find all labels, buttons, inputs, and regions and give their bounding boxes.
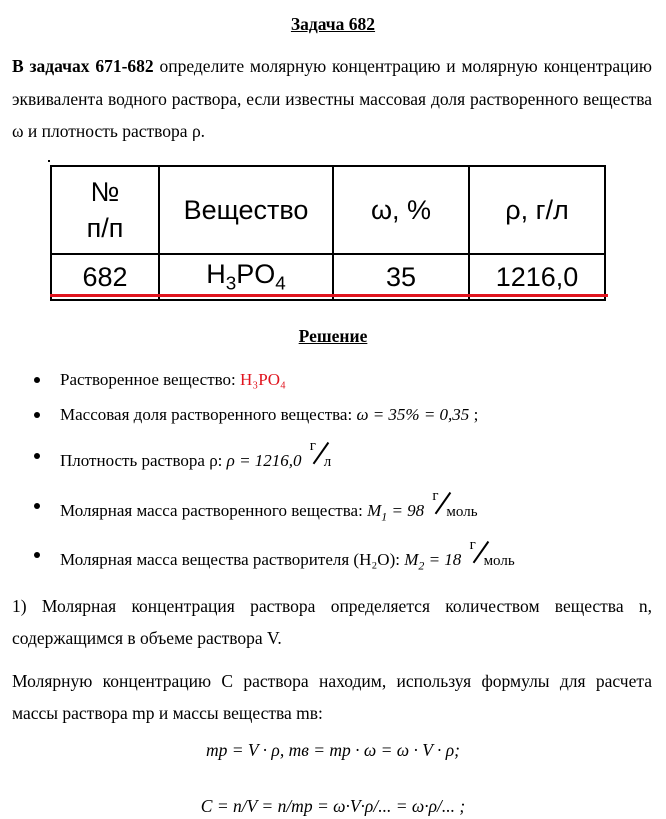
cell-number: 682	[51, 254, 159, 300]
header-number: № п/п	[51, 166, 159, 254]
density-unit: г л	[309, 438, 332, 470]
statement-bold: В задачах 671-682	[12, 56, 154, 76]
document-page: Задача 682 В задачах 671-682 определите молярную концентрацию и молярную концентрацию эквивалента водного раствора, если известны массовая доля растворенного вещества ω и плотность раствора ρ. № п/п Вещество ω, % ρ, г/л 682 $H_3PO_4$ 35 1216,0 Решение Растворенное вещество: H₃PO₄ Массовая доля растворенного вещества: ω = 35% = 0,35 ; Плотность раствора ρ: ρ = 1216,0 г л Молярная масса растворенного вещества: $M_1 = 98$ г моль Молярная масса вещества растворителя (H₂O): $M_2 = 18$ г моль 1) Молярная концентрация раствора определяется количеством вещества n, содержащимся в объеме раствора V. Молярную концентрацию С раствора находим, используя формулы для расчета массы раствора mр и массы вещества mв: mр = V · ρ, mв = mр · ω = ω · V · ρ; C = n/V = n/mр = ω·V·ρ/... = ω·ρ/... ;	[0, 0, 666, 819]
bullet-dot	[34, 377, 40, 383]
paragraph-2: Молярную концентрацию С раствора находим, используя формулы для расчета массы раствора mр и массы вещества mв:	[12, 671, 652, 723]
substance-formula: H₃PO₄	[240, 370, 286, 389]
bullet-dot	[34, 552, 40, 558]
problem-statement	[12, 50, 652, 148]
table-corner-mark	[48, 160, 50, 162]
molar-mass-1-unit: г моль	[432, 488, 478, 520]
table-header-row	[51, 166, 605, 254]
header-omega: ω, %	[333, 166, 469, 254]
cell-substance: $H_3PO_4$	[159, 254, 333, 300]
red-underline	[50, 294, 608, 297]
bullet-dot	[34, 503, 40, 509]
paragraph-1: 1) Молярная концентрация раствора определяется количеством вещества n, содержащимся в объеме раствора V.	[12, 596, 652, 648]
molar-mass-2-value: $M_2 = 18$	[404, 550, 462, 573]
header-rho: ρ, г/л	[469, 166, 605, 254]
solution-title: Решение	[298, 326, 368, 346]
statement-text: определите молярную концентрацию и молярную концентрацию эквивалента водного раствора, если известны массовая доля растворенного вещества ω и плотность раствора ρ.	[12, 56, 652, 141]
cell-omega: 35	[333, 254, 469, 300]
formula-concentration: C = n/V = n/mр = ω·V·ρ/... = ω·ρ/... ;	[200, 796, 466, 816]
formula-mass: mр = V · ρ, mв = mр · ω = ω · V · ρ;	[205, 740, 461, 760]
mass-fraction-value: ω = 35% = 0,35	[356, 405, 470, 424]
density-value: ρ = 1216,0	[226, 451, 302, 470]
problem-title: Задача 682	[290, 14, 376, 34]
molar-mass-2-unit: г моль	[469, 537, 515, 569]
cell-rho: 1216,0	[469, 254, 605, 300]
bullet-dot	[34, 453, 40, 459]
data-table	[50, 165, 606, 301]
molar-mass-1-value: $M_1 = 98$	[367, 501, 425, 524]
bullet-dot	[34, 412, 40, 418]
header-substance: Вещество	[159, 166, 333, 254]
